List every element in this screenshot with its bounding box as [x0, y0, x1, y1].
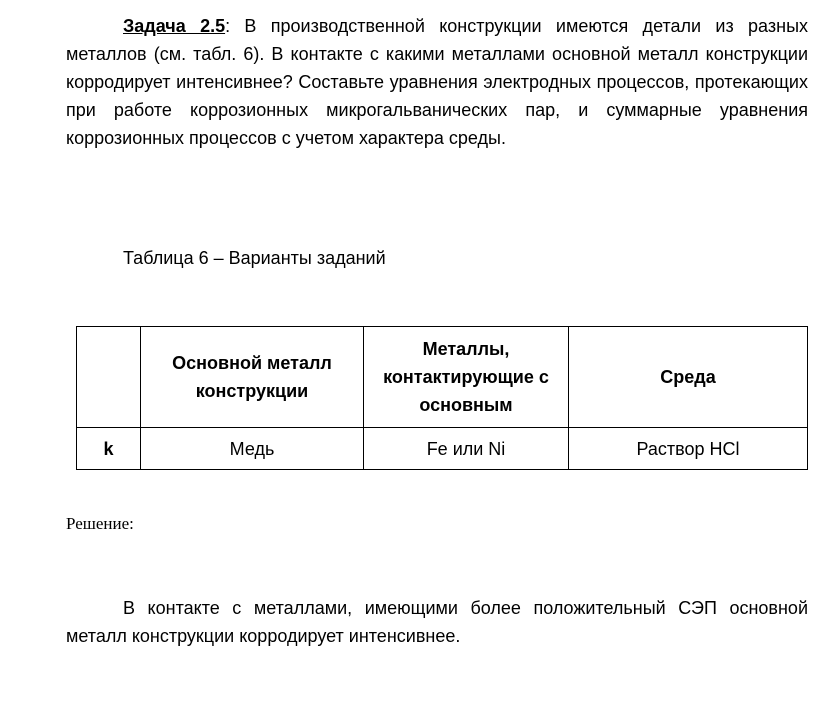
cell-variant: k [77, 428, 141, 470]
header-medium: Среда [569, 327, 808, 428]
variants-table [76, 326, 808, 470]
header-contact-metals: Металлы, контактирующие с основным [364, 327, 569, 428]
task-paragraph [66, 12, 808, 152]
table-caption: Таблица 6 – Варианты заданий [123, 248, 386, 268]
cell-contact-metals: Fe или Ni [364, 428, 569, 470]
answer-paragraph: В контакте с металлами, имеющими более положительный СЭП основной металл конструкции корродирует интенсивнее. [66, 598, 808, 646]
solution-label: Решение: [66, 514, 134, 533]
header-variant [77, 327, 141, 428]
cell-base-metal: Медь [141, 428, 364, 470]
table-header-row [77, 327, 808, 428]
table-row [77, 428, 808, 470]
task-label: Задача 2.5 [123, 16, 226, 36]
task-text: : В производственной конструкции имеются детали из разных металлов (см. табл. 6). В контакте с какими металлами основной металл конструкции корродирует интенсивнее? Составьте уравнения электродных процессов, протекающих при работе коррозионных микрогальванических пар, и суммарные уравнения коррозионных процессов с учетом характера среды. [66, 16, 808, 148]
header-base-metal: Основной металл конструкции [141, 327, 364, 428]
cell-medium: Раствор HCl [569, 428, 808, 470]
